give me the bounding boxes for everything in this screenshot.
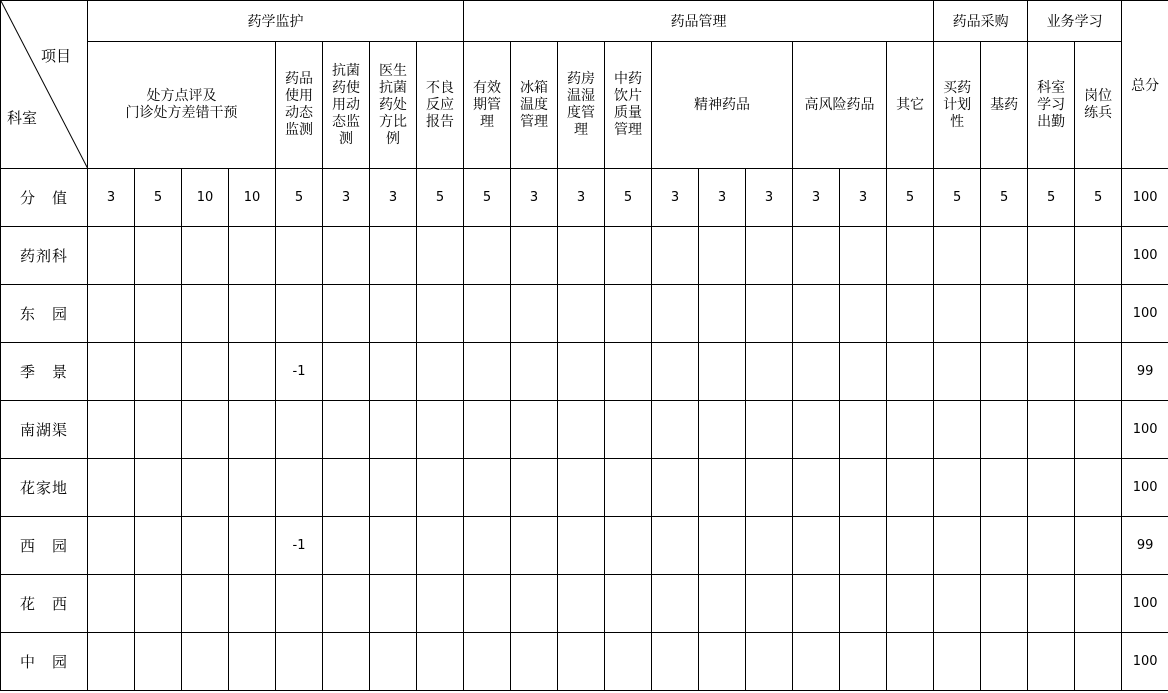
- score-cell: [746, 575, 793, 633]
- score-cell: [887, 285, 934, 343]
- row-label: 花 西: [1, 575, 88, 633]
- score-cell: [276, 633, 323, 691]
- score-cell: [793, 285, 840, 343]
- diagonal-line: [1, 1, 88, 169]
- score-cell: [981, 227, 1028, 285]
- score-cell: [1075, 575, 1122, 633]
- score-cell: [981, 517, 1028, 575]
- score-cell: [323, 285, 370, 343]
- score-cell: 5: [934, 169, 981, 227]
- score-cell: [1028, 285, 1075, 343]
- score-cell: [981, 343, 1028, 401]
- score-cell: 3: [511, 169, 558, 227]
- score-cell: [887, 633, 934, 691]
- score-cell: [1028, 633, 1075, 691]
- score-cell: 5: [417, 169, 464, 227]
- total-cell: 100: [1122, 401, 1168, 459]
- score-cell: [934, 285, 981, 343]
- score-cell: [652, 575, 699, 633]
- score-cell: [370, 517, 417, 575]
- score-cell: [135, 227, 182, 285]
- score-cell: [135, 401, 182, 459]
- total-cell: 100: [1122, 575, 1168, 633]
- score-cell: [699, 285, 746, 343]
- score-cell: [934, 459, 981, 517]
- total-cell: 99: [1122, 517, 1168, 575]
- score-cell: [605, 575, 652, 633]
- score-cell: [981, 459, 1028, 517]
- score-cell: [417, 575, 464, 633]
- sub-tcm-quality: 中药 饮片 质量 管理: [605, 42, 652, 169]
- table-row: [1, 343, 1168, 401]
- score-cell: [840, 575, 887, 633]
- score-cell: [934, 401, 981, 459]
- score-cell: -1: [276, 343, 323, 401]
- score-cell: 5: [1075, 169, 1122, 227]
- score-cell: [229, 285, 276, 343]
- sub-essential-drugs: 基药: [981, 42, 1028, 169]
- score-cell: [511, 401, 558, 459]
- score-cell: [182, 227, 229, 285]
- corner-item-label: 项目: [41, 47, 72, 65]
- score-cell: [323, 459, 370, 517]
- score-cell: [1028, 227, 1075, 285]
- score-cell: [464, 401, 511, 459]
- score-cell: [323, 517, 370, 575]
- score-cell: 5: [981, 169, 1028, 227]
- score-cell: [323, 575, 370, 633]
- score-cell: [793, 227, 840, 285]
- score-cell: [182, 633, 229, 691]
- score-cell: [229, 343, 276, 401]
- score-cell: [1075, 459, 1122, 517]
- sub-purchase-plan: 买药 计划 性: [934, 42, 981, 169]
- score-cell: [605, 401, 652, 459]
- sub-drug-usage: 药品 使用 动态 监测: [276, 42, 323, 169]
- score-cell: [511, 343, 558, 401]
- score-cell: [699, 401, 746, 459]
- score-cell: [464, 227, 511, 285]
- score-cell: [135, 459, 182, 517]
- score-cell: [135, 517, 182, 575]
- score-cell: 5: [1028, 169, 1075, 227]
- score-cell: [88, 285, 135, 343]
- score-cell: [793, 459, 840, 517]
- score-cell: [793, 517, 840, 575]
- score-cell: [276, 401, 323, 459]
- sub-psych-drugs: 精神药品: [652, 42, 793, 169]
- score-cell: [229, 401, 276, 459]
- score-cell: 5: [464, 169, 511, 227]
- score-cell: [652, 401, 699, 459]
- row-label: 西 园: [1, 517, 88, 575]
- score-cell: [1028, 401, 1075, 459]
- table-row: [1, 633, 1168, 691]
- score-cell: [88, 459, 135, 517]
- score-cell: [887, 459, 934, 517]
- sub-post-drill: 岗位 练兵: [1075, 42, 1122, 169]
- score-cell: 3: [746, 169, 793, 227]
- score-cell: [746, 633, 793, 691]
- score-cell: [699, 227, 746, 285]
- score-cell: [840, 343, 887, 401]
- total-cell: 100: [1122, 633, 1168, 691]
- score-cell: 3: [370, 169, 417, 227]
- score-cell: [934, 227, 981, 285]
- score-cell: [699, 633, 746, 691]
- score-cell: [605, 343, 652, 401]
- table-body: [1, 169, 1168, 691]
- score-cell: [887, 401, 934, 459]
- score-cell: [652, 285, 699, 343]
- table-row: [1, 575, 1168, 633]
- score-cell: [464, 285, 511, 343]
- score-cell: [182, 343, 229, 401]
- score-cell: [652, 227, 699, 285]
- table-row: [1, 459, 1168, 517]
- score-cell: [558, 401, 605, 459]
- row-label: 中 园: [1, 633, 88, 691]
- score-cell: [1075, 343, 1122, 401]
- score-cell: [699, 343, 746, 401]
- score-cell: [981, 401, 1028, 459]
- score-cell: [1075, 285, 1122, 343]
- score-cell: [558, 343, 605, 401]
- score-cell: 3: [323, 169, 370, 227]
- score-cell: [511, 517, 558, 575]
- table-row: [1, 401, 1168, 459]
- score-cell: 3: [840, 169, 887, 227]
- score-cell: 5: [276, 169, 323, 227]
- score-cell: [840, 285, 887, 343]
- sub-antibiotic-usage: 抗菌 药使 用动 态监 测: [323, 42, 370, 169]
- score-cell: [887, 227, 934, 285]
- score-cell: [417, 401, 464, 459]
- score-cell: [276, 227, 323, 285]
- score-cell: [840, 633, 887, 691]
- row-label: 东 园: [1, 285, 88, 343]
- score-cell: [746, 517, 793, 575]
- row-label: 季 景: [1, 343, 88, 401]
- sub-fridge-temp: 冰箱 温度 管理: [511, 42, 558, 169]
- score-cell: [605, 517, 652, 575]
- score-cell: [652, 633, 699, 691]
- score-cell: [229, 633, 276, 691]
- sub-rx-review-line1: 处方点评及: [146, 88, 217, 104]
- row-label: 花家地: [1, 459, 88, 517]
- score-cell: [88, 401, 135, 459]
- score-cell: [417, 343, 464, 401]
- score-cell: 10: [182, 169, 229, 227]
- score-cell: [323, 633, 370, 691]
- score-cell: 10: [229, 169, 276, 227]
- sub-high-risk-drugs: 高风险药品: [793, 42, 887, 169]
- score-cell: [558, 459, 605, 517]
- group-business-study: 业务学习: [1028, 1, 1122, 42]
- score-cell: [417, 517, 464, 575]
- score-cell: [323, 401, 370, 459]
- score-cell: 3: [699, 169, 746, 227]
- score-cell: [229, 459, 276, 517]
- score-cell: [370, 633, 417, 691]
- score-cell: [135, 285, 182, 343]
- score-cell: [464, 575, 511, 633]
- score-cell: [934, 343, 981, 401]
- sub-doctor-antibiotic: 医生 抗菌 药处 方比 例: [370, 42, 417, 169]
- score-cell: [652, 459, 699, 517]
- score-cell: [464, 517, 511, 575]
- score-cell: [370, 285, 417, 343]
- score-cell: [464, 343, 511, 401]
- score-cell: [981, 633, 1028, 691]
- score-cell: [464, 459, 511, 517]
- score-cell: [746, 401, 793, 459]
- group-drug-management: 药品管理: [464, 1, 934, 42]
- score-cell: [981, 575, 1028, 633]
- score-cell: [699, 575, 746, 633]
- score-cell: [793, 633, 840, 691]
- score-cell: [605, 285, 652, 343]
- corner-dept-label: 科室: [7, 109, 38, 127]
- score-cell: [1075, 633, 1122, 691]
- table-row: [1, 227, 1168, 285]
- score-cell: [558, 575, 605, 633]
- score-cell: [558, 227, 605, 285]
- score-cell: [88, 343, 135, 401]
- score-cell: [793, 575, 840, 633]
- score-cell: [417, 227, 464, 285]
- total-cell: 100: [1122, 285, 1168, 343]
- sub-rx-review-line2: 门诊处方差错干预: [125, 105, 238, 121]
- score-cell: [276, 575, 323, 633]
- score-cell: [934, 575, 981, 633]
- score-cell: [887, 343, 934, 401]
- row-label: 南湖渠: [1, 401, 88, 459]
- score-cell: [746, 285, 793, 343]
- score-cell: [88, 633, 135, 691]
- score-cell: 3: [793, 169, 840, 227]
- score-cell: [135, 343, 182, 401]
- score-cell: [135, 633, 182, 691]
- score-cell: [840, 227, 887, 285]
- total-cell: 100: [1122, 459, 1168, 517]
- score-cell: [605, 633, 652, 691]
- group-pharmaceutical-care: 药学监护: [88, 1, 464, 42]
- score-cell: [229, 575, 276, 633]
- score-cell: 5: [887, 169, 934, 227]
- score-cell: [182, 401, 229, 459]
- score-cell: 3: [558, 169, 605, 227]
- score-cell: [182, 517, 229, 575]
- score-cell: [464, 633, 511, 691]
- score-cell: [88, 575, 135, 633]
- score-cell: [840, 401, 887, 459]
- score-cell: [1075, 227, 1122, 285]
- score-cell: [370, 343, 417, 401]
- total-cell: 100: [1122, 169, 1168, 227]
- score-cell: 3: [88, 169, 135, 227]
- score-cell: [1075, 517, 1122, 575]
- score-cell: [511, 575, 558, 633]
- group-drug-purchase: 药品采购: [934, 1, 1028, 42]
- score-cell: [417, 633, 464, 691]
- total-cell: 99: [1122, 343, 1168, 401]
- score-cell: [370, 459, 417, 517]
- score-cell: [746, 459, 793, 517]
- score-cell: [323, 227, 370, 285]
- score-cell: [511, 227, 558, 285]
- sub-other: 其它: [887, 42, 934, 169]
- sub-expiry: 有效 期管 理: [464, 42, 511, 169]
- score-cell: [88, 227, 135, 285]
- score-cell: [887, 517, 934, 575]
- sub-rx-review: [88, 42, 276, 169]
- score-cell: [511, 285, 558, 343]
- score-cell: [652, 517, 699, 575]
- score-cell: [652, 343, 699, 401]
- score-cell: [746, 227, 793, 285]
- score-cell: [1028, 517, 1075, 575]
- score-cell: [981, 285, 1028, 343]
- score-cell: [182, 285, 229, 343]
- score-cell: [417, 459, 464, 517]
- score-cell: [746, 343, 793, 401]
- score-cell: [511, 633, 558, 691]
- score-cell: [699, 517, 746, 575]
- score-cell: [511, 459, 558, 517]
- sub-dept-study: 科室 学习 出勤: [1028, 42, 1075, 169]
- score-cell: [182, 459, 229, 517]
- total-header: 总分: [1122, 1, 1168, 169]
- score-cell: [370, 227, 417, 285]
- score-cell: [558, 285, 605, 343]
- table-row: [1, 169, 1168, 227]
- score-cell: 5: [135, 169, 182, 227]
- score-cell: [1075, 401, 1122, 459]
- score-cell: [229, 517, 276, 575]
- score-cell: 3: [652, 169, 699, 227]
- score-cell: [558, 517, 605, 575]
- score-cell: [887, 575, 934, 633]
- score-cell: [276, 285, 323, 343]
- sub-pharmacy-env: 药房 温湿 度管 理: [558, 42, 605, 169]
- score-cell: [605, 227, 652, 285]
- score-cell: [417, 285, 464, 343]
- score-cell: [934, 517, 981, 575]
- row-label: 分 值: [1, 169, 88, 227]
- score-cell: [605, 459, 652, 517]
- score-cell: [699, 459, 746, 517]
- score-cell: [793, 343, 840, 401]
- score-cell: [370, 575, 417, 633]
- score-cell: [840, 459, 887, 517]
- score-cell: [793, 401, 840, 459]
- sub-adverse-reaction: 不良 反应 报告: [417, 42, 464, 169]
- score-cell: [1028, 343, 1075, 401]
- score-cell: [840, 517, 887, 575]
- score-cell: [229, 227, 276, 285]
- score-cell: [370, 401, 417, 459]
- score-cell: -1: [276, 517, 323, 575]
- score-cell: [135, 575, 182, 633]
- score-cell: [88, 517, 135, 575]
- score-cell: [276, 459, 323, 517]
- score-cell: 5: [605, 169, 652, 227]
- row-label: 药剂科: [1, 227, 88, 285]
- table-row: [1, 517, 1168, 575]
- corner-header: [1, 1, 88, 169]
- score-cell: [182, 575, 229, 633]
- score-cell: [1028, 575, 1075, 633]
- total-cell: 100: [1122, 227, 1168, 285]
- score-cell: [934, 633, 981, 691]
- score-cell: [1028, 459, 1075, 517]
- table-row: [1, 285, 1168, 343]
- score-cell: [558, 633, 605, 691]
- score-cell: [323, 343, 370, 401]
